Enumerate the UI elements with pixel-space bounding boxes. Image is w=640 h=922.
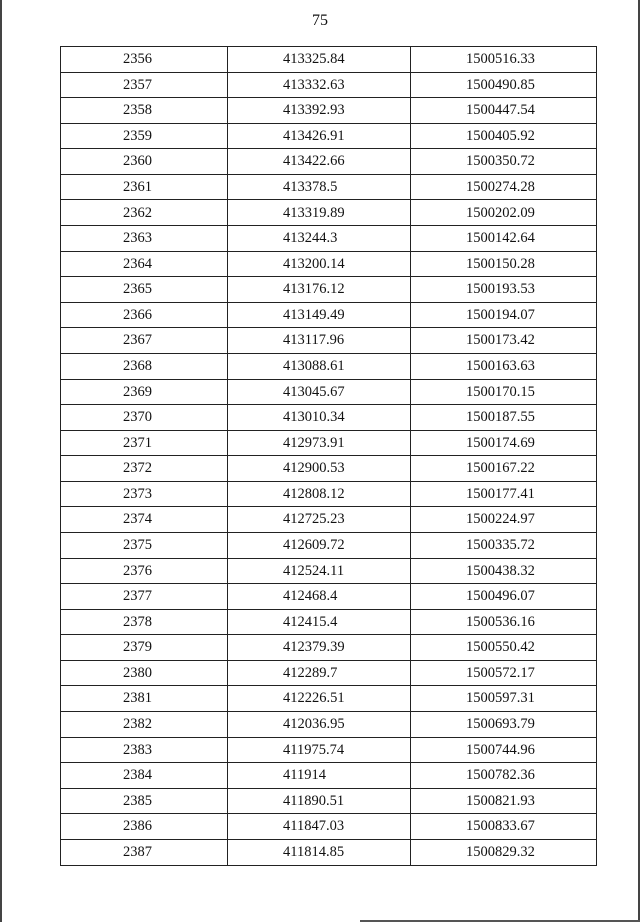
table-row: [61, 456, 597, 482]
point-number-cell: 2366: [61, 302, 228, 328]
table-body: [61, 47, 597, 866]
point-number-cell: 2381: [61, 686, 228, 712]
x-coordinate-cell: 413426.91: [228, 123, 411, 149]
table-row: [61, 712, 597, 738]
x-coordinate-cell: 412524.11: [228, 558, 411, 584]
point-number-cell: 2368: [61, 353, 228, 379]
x-coordinate-cell: 411847.03: [228, 814, 411, 840]
y-coordinate-cell: 1500496.07: [411, 584, 597, 610]
y-coordinate-cell: 1500490.85: [411, 72, 597, 98]
y-coordinate-cell: 1500224.97: [411, 507, 597, 533]
x-coordinate-cell: 412415.4: [228, 609, 411, 635]
table-row: [61, 737, 597, 763]
x-coordinate-cell: 413244.3: [228, 226, 411, 252]
y-coordinate-cell: 1500550.42: [411, 635, 597, 661]
y-coordinate-cell: 1500187.55: [411, 405, 597, 431]
table-row: [61, 814, 597, 840]
point-number-cell: 2387: [61, 839, 228, 865]
y-coordinate-cell: 1500150.28: [411, 251, 597, 277]
x-coordinate-cell: 411890.51: [228, 788, 411, 814]
point-number-cell: 2361: [61, 174, 228, 200]
table-row: [61, 174, 597, 200]
point-number-cell: 2360: [61, 149, 228, 175]
table-row: [61, 839, 597, 865]
table-row: [61, 609, 597, 635]
x-coordinate-cell: 413010.34: [228, 405, 411, 431]
x-coordinate-cell: 412379.39: [228, 635, 411, 661]
x-coordinate-cell: 413325.84: [228, 47, 411, 73]
table-row: [61, 532, 597, 558]
point-number-cell: 2384: [61, 763, 228, 789]
point-number-cell: 2365: [61, 277, 228, 303]
table-row: [61, 72, 597, 98]
y-coordinate-cell: 1500447.54: [411, 98, 597, 124]
x-coordinate-cell: 411814.85: [228, 839, 411, 865]
y-coordinate-cell: 1500142.64: [411, 226, 597, 252]
table-row: [61, 277, 597, 303]
y-coordinate-cell: 1500405.92: [411, 123, 597, 149]
x-coordinate-cell: 412036.95: [228, 712, 411, 738]
point-number-cell: 2370: [61, 405, 228, 431]
scan-edge-left: [0, 0, 2, 922]
table-row: [61, 328, 597, 354]
table-row: [61, 123, 597, 149]
table-row: [61, 660, 597, 686]
table-row: [61, 584, 597, 610]
page-number: 75: [312, 12, 328, 29]
point-number-cell: 2382: [61, 712, 228, 738]
point-number-cell: 2357: [61, 72, 228, 98]
point-number-cell: 2376: [61, 558, 228, 584]
table-row: [61, 430, 597, 456]
y-coordinate-cell: 1500274.28: [411, 174, 597, 200]
y-coordinate-cell: 1500438.32: [411, 558, 597, 584]
x-coordinate-cell: 413149.49: [228, 302, 411, 328]
table-row: [61, 47, 597, 73]
y-coordinate-cell: 1500516.33: [411, 47, 597, 73]
point-number-cell: 2385: [61, 788, 228, 814]
point-number-cell: 2362: [61, 200, 228, 226]
x-coordinate-cell: 412973.91: [228, 430, 411, 456]
x-coordinate-cell: 412468.4: [228, 584, 411, 610]
y-coordinate-cell: 1500572.17: [411, 660, 597, 686]
table-row: [61, 507, 597, 533]
table-row: [61, 98, 597, 124]
y-coordinate-cell: 1500173.42: [411, 328, 597, 354]
table-row: [61, 686, 597, 712]
point-number-cell: 2371: [61, 430, 228, 456]
y-coordinate-cell: 1500821.93: [411, 788, 597, 814]
table-row: [61, 251, 597, 277]
y-coordinate-cell: 1500829.32: [411, 839, 597, 865]
x-coordinate-cell: 413176.12: [228, 277, 411, 303]
point-number-cell: 2386: [61, 814, 228, 840]
y-coordinate-cell: 1500177.41: [411, 481, 597, 507]
point-number-cell: 2374: [61, 507, 228, 533]
table-row: [61, 788, 597, 814]
x-coordinate-cell: 412900.53: [228, 456, 411, 482]
y-coordinate-cell: 1500744.96: [411, 737, 597, 763]
x-coordinate-cell: 412609.72: [228, 532, 411, 558]
y-coordinate-cell: 1500167.22: [411, 456, 597, 482]
x-coordinate-cell: 412725.23: [228, 507, 411, 533]
x-coordinate-cell: 412808.12: [228, 481, 411, 507]
point-number-cell: 2364: [61, 251, 228, 277]
point-number-cell: 2378: [61, 609, 228, 635]
y-coordinate-cell: 1500536.16: [411, 609, 597, 635]
table-row: [61, 302, 597, 328]
y-coordinate-cell: 1500782.36: [411, 763, 597, 789]
x-coordinate-cell: 413332.63: [228, 72, 411, 98]
table-row: [61, 405, 597, 431]
table-row: [61, 353, 597, 379]
table-row: [61, 763, 597, 789]
y-coordinate-cell: 1500193.53: [411, 277, 597, 303]
table-row: [61, 149, 597, 175]
point-number-cell: 2363: [61, 226, 228, 252]
table-row: [61, 558, 597, 584]
x-coordinate-cell: 413088.61: [228, 353, 411, 379]
y-coordinate-cell: 1500170.15: [411, 379, 597, 405]
point-number-cell: 2369: [61, 379, 228, 405]
y-coordinate-cell: 1500163.63: [411, 353, 597, 379]
point-number-cell: 2359: [61, 123, 228, 149]
x-coordinate-cell: 411975.74: [228, 737, 411, 763]
x-coordinate-cell: 413319.89: [228, 200, 411, 226]
x-coordinate-cell: 412226.51: [228, 686, 411, 712]
table-row: [61, 481, 597, 507]
x-coordinate-cell: 411914: [228, 763, 411, 789]
point-number-cell: 2358: [61, 98, 228, 124]
y-coordinate-cell: 1500350.72: [411, 149, 597, 175]
point-number-cell: 2379: [61, 635, 228, 661]
x-coordinate-cell: 413392.93: [228, 98, 411, 124]
point-number-cell: 2372: [61, 456, 228, 482]
point-number-cell: 2380: [61, 660, 228, 686]
x-coordinate-cell: 413200.14: [228, 251, 411, 277]
point-number-cell: 2367: [61, 328, 228, 354]
coordinate-table: [60, 46, 597, 866]
table-row: [61, 200, 597, 226]
x-coordinate-cell: 412289.7: [228, 660, 411, 686]
x-coordinate-cell: 413045.67: [228, 379, 411, 405]
table-row: [61, 379, 597, 405]
y-coordinate-cell: 1500693.79: [411, 712, 597, 738]
point-number-cell: 2383: [61, 737, 228, 763]
y-coordinate-cell: 1500335.72: [411, 532, 597, 558]
y-coordinate-cell: 1500833.67: [411, 814, 597, 840]
point-number-cell: 2356: [61, 47, 228, 73]
y-coordinate-cell: 1500202.09: [411, 200, 597, 226]
point-number-cell: 2375: [61, 532, 228, 558]
table-row: [61, 226, 597, 252]
y-coordinate-cell: 1500174.69: [411, 430, 597, 456]
table-row: [61, 635, 597, 661]
x-coordinate-cell: 413117.96: [228, 328, 411, 354]
x-coordinate-cell: 413422.66: [228, 149, 411, 175]
x-coordinate-cell: 413378.5: [228, 174, 411, 200]
y-coordinate-cell: 1500597.31: [411, 686, 597, 712]
point-number-cell: 2373: [61, 481, 228, 507]
y-coordinate-cell: 1500194.07: [411, 302, 597, 328]
point-number-cell: 2377: [61, 584, 228, 610]
